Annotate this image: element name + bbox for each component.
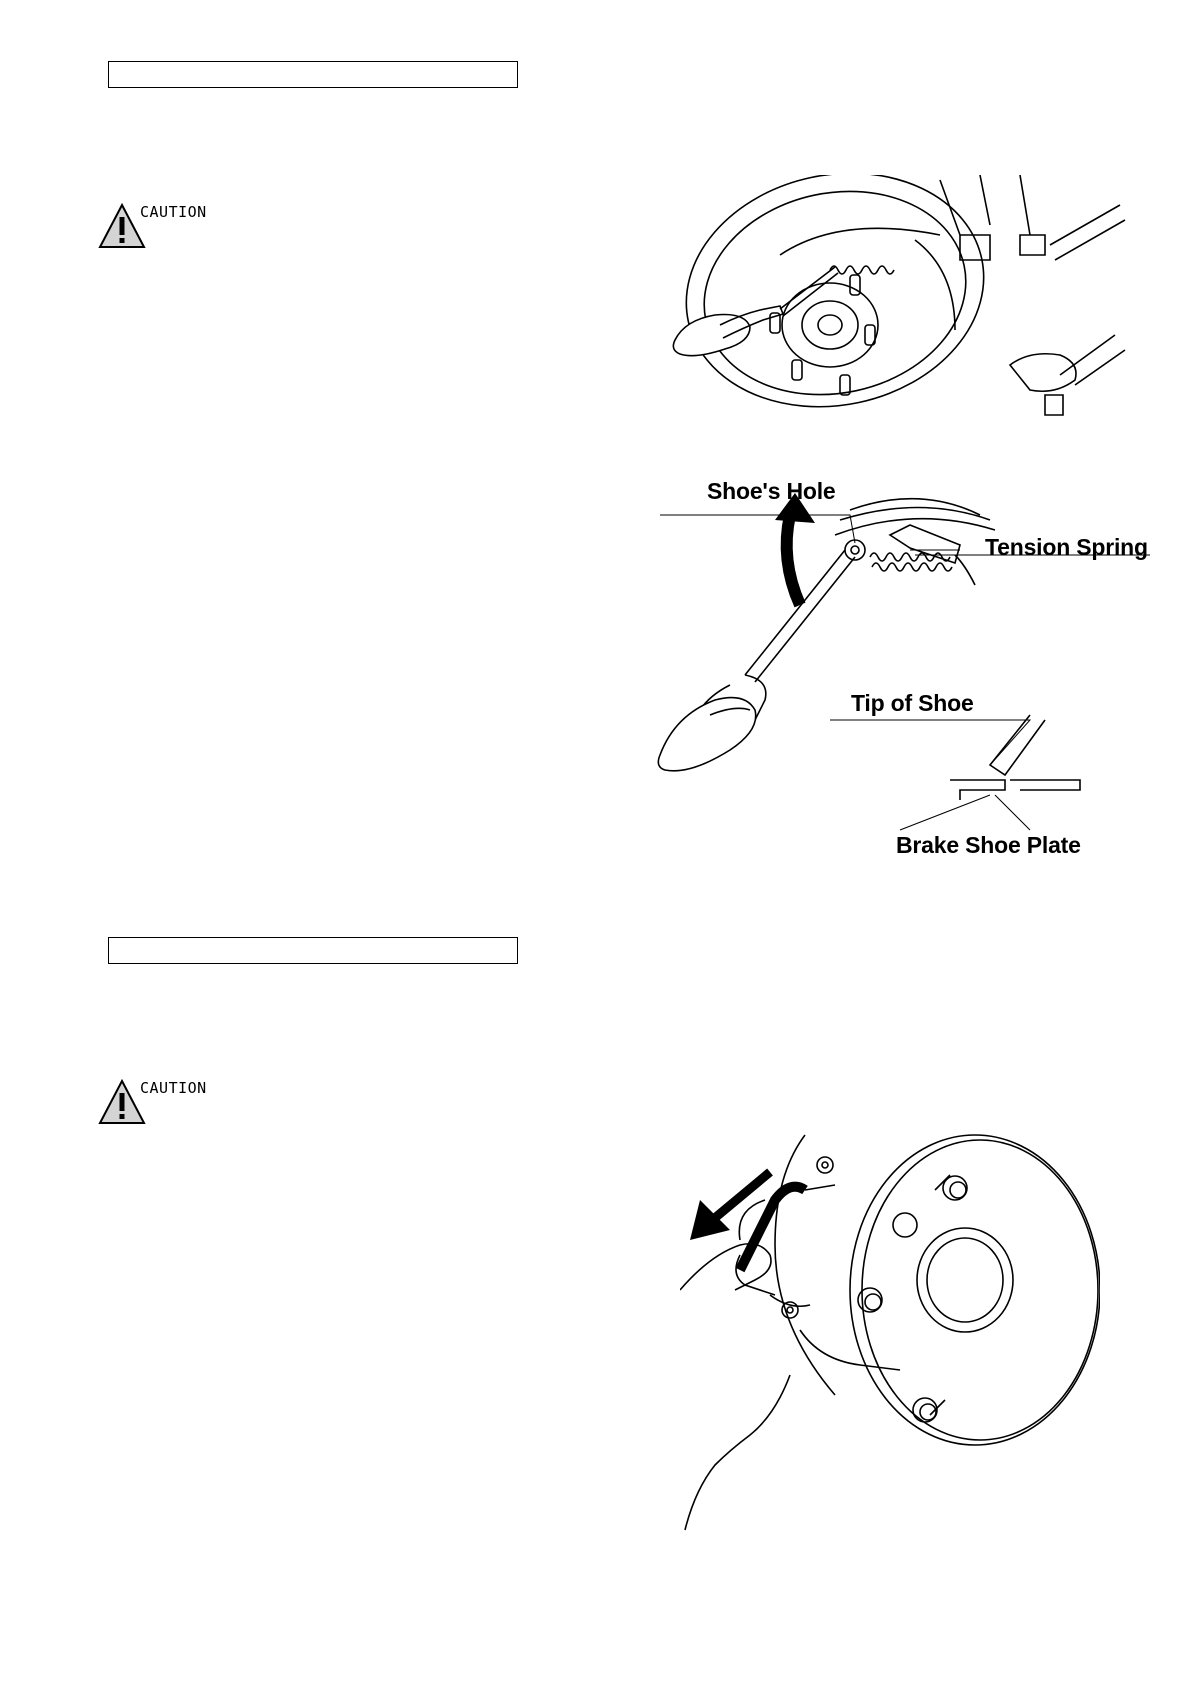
warning-triangle-icon [98,203,146,249]
section-title-box-1 [108,61,518,88]
callout-tip-of-shoe: Tip of Shoe [851,690,974,716]
section-title-box-2 [108,937,518,964]
caution-notice-2 [98,1079,218,1129]
warning-triangle-icon [98,1079,146,1125]
brake-assembly-illustration [660,175,1130,435]
caution-label-2: CAUTION [140,1079,207,1097]
caution-label-1: CAUTION [140,203,207,221]
caution-notice-1 [98,203,218,253]
callout-brake-shoe-plate: Brake Shoe Plate [896,832,1081,858]
callout-shoes-hole: Shoe's Hole [707,478,836,504]
brake-cable-removal-illustration [680,1130,1100,1540]
callout-tension-spring: Tension Spring [985,534,1148,560]
